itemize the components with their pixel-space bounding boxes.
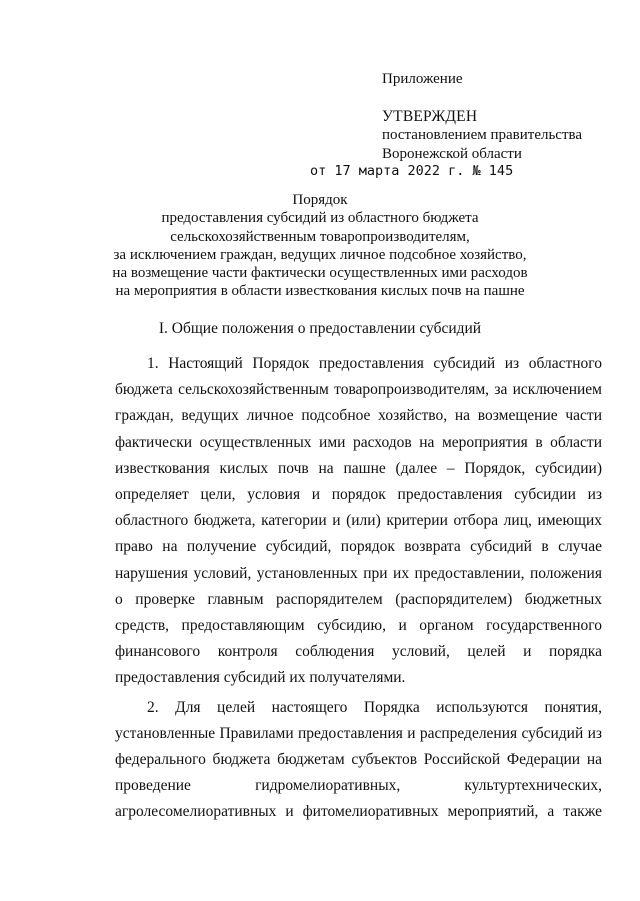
title-line: за исключением граждан, ведущих личное подсобное хозяйство, (113, 246, 527, 263)
document-title (110, 191, 530, 301)
title-line: сельскохозяйственным товаропроизводителям, (170, 228, 470, 245)
title-line: на мероприятия в области известкования кислых почв на пашне (115, 283, 525, 300)
approved-region: Воронежской области (382, 146, 522, 162)
paragraph-1: 1. Настоящий Порядок предоставления субсидий из областного бюджета сельскохозяйственным товаропроизводителям, за исключением граждан, ведущих личное подсобное хозяйство, на возмещение части фактически осуществленных ими расходов на мероприятия в области известкования кислых почв на пашне (далее – Порядок, субсидии) определяет цели, условия и порядок предоставления субсидии из областного бюджета, категории и (или) критерии отбора лиц, имеющих право на получение субсидий, порядок возврата субсидий в случае нарушения условий, установленных при их предоставлении, положения о проверке главным распорядителем (распорядителем) бюджетных средств, предоставляющим субсидию, и органом государственного финансового контроля соблюдения условий, целей и порядка предоставления субсидий их получателями. (115, 355, 602, 687)
document-body (115, 351, 602, 829)
approved-label: УТВЕРЖДЕН (382, 108, 478, 125)
section-heading: I. Общие положения о предоставлении субсидий (158, 320, 482, 337)
decree-date: от 17 марта 2022 г. № 145 (310, 163, 514, 179)
paragraph-2: 2. Для целей настоящего Порядка используются понятия, установленные Правилами предоставления и распределения субсидий из федерального бюджета бюджетам субъектов Российской Федерации на проведение гидромелиоративных, культуртехнических, агролесомелиоративных и фитомелиоративных мероприятий, а также (115, 698, 602, 821)
annex-label: Приложение (382, 71, 463, 87)
title-line: Порядок (292, 192, 348, 208)
title-line: предоставления субсидий из областного бюджета (161, 210, 479, 227)
title-line: на возмещение части фактически осуществленных ими расходов (112, 265, 528, 282)
approved-by-decree: постановлением правительства (382, 127, 583, 143)
approval-stamp (310, 70, 632, 179)
